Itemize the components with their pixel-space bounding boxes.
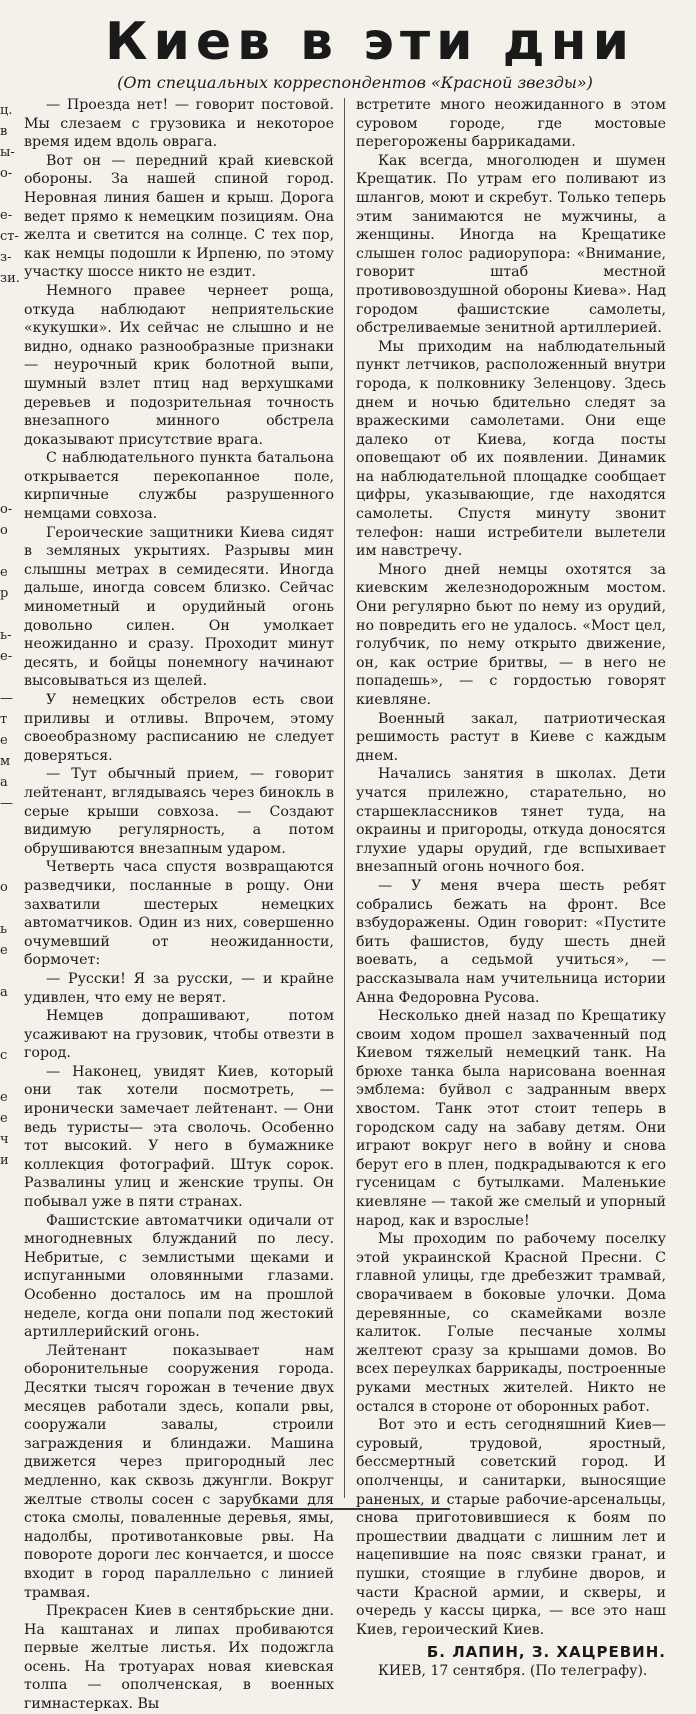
article-subtitle: (От специальных корреспондентов «Красной звезды»): [117, 73, 593, 92]
edge-fragment: [0, 1234, 14, 1255]
edge-fragment: р: [0, 586, 9, 601]
edge-fragment: [0, 331, 14, 352]
edge-fragment: ы-: [0, 145, 15, 160]
edge-fragment: [0, 541, 14, 562]
article-paragraph: Много дней немцы охотятся за киевским железнодорожным мостом. Они регулярно бьют по нему из орудий, но повредить его не удалось. «Мост цел, голубчик, по нему открыто движение, он, как острие бритвы, — в него не попадешь», — с гордостью говорят киевляне.: [356, 561, 666, 708]
edge-fragment: [0, 814, 14, 835]
edge-fragment: [0, 667, 14, 688]
edge-fragment: ст-: [0, 229, 19, 244]
article-paragraph: У немецких обстрелов есть свои приливы и отливы. Впрочем, этому своеобразному расписанию не следует доверяться.: [24, 692, 334, 764]
left-column: [24, 96, 334, 1713]
edge-fragment: [0, 856, 14, 877]
edge-fragment: [0, 1192, 14, 1213]
edge-fragment: е: [0, 1090, 8, 1105]
edge-fragment: е: [0, 733, 8, 748]
article-paragraph: — Наконец, увидят Киев, который они так хотели посмотреть, — иронически замечает лейтенант. — Они ведь туристы— эта сволочь. Особенно тот высокий. У него в бумажнике коллекция фотографий. Штук сорок. Развалины улиц и женские трупы. Он побывал уже в пяти странах.: [24, 1063, 334, 1211]
edge-fragment: [0, 835, 14, 856]
edge-fragment: ь-: [0, 628, 12, 643]
edge-fragment: з-: [0, 250, 12, 265]
article-paragraph: Четверть часа спустя возвращаются разведчики, посланные в рощу. Они захватили шестерых немецких автоматчиков. Один из них, совершенно очумевший от неожиданности, бормочет:: [24, 859, 334, 969]
edge-fragment: м: [0, 754, 11, 769]
article-paragraph: Как всегда, многолюден и шумен Крещатик. По утрам его поливают из шлангов, моют и скребут. Только теперь этим занимаются не мужчины, а женщины. Иногда на Крещатике слышен голос радиорупора: «Внимание, говорит штаб местной противовоздушной обороны Киева». Над городом фашистские самолеты, обстреливаемые зенитной артиллерией.: [356, 152, 666, 337]
article-paragraph: Военный закал, патриотическая решимость растут в Киеве с каждым днем.: [356, 710, 666, 764]
edge-fragment: [0, 604, 14, 625]
dateline: КИЕВ, 17 сентября. (По телеграфу).: [378, 1662, 648, 1679]
edge-fragment: [0, 436, 14, 457]
edge-fragment: [0, 1318, 14, 1339]
article-paragraph: — Проезда нет! — говорит постовой. Мы слезаем с грузовика и некоторое время идем вдоль оврага.: [24, 97, 334, 151]
article-paragraph: Немцев допрашивают, потом усаживают на грузовик, чтобы отвезти в город.: [24, 1008, 334, 1062]
edge-fragment: [0, 394, 14, 415]
edge-fragment: [0, 1003, 14, 1024]
article-paragraph: Начались занятия в школах. Дети учатся прилежно, старательно, но старшеклассников тянет туда, на окраины и пригороды, откуда доносятся глухие удары орудий, где вспыхивает внезапный огонь ночного боя.: [356, 766, 666, 876]
edge-fragment: [0, 352, 14, 373]
edge-fragment: [0, 961, 14, 982]
article-paragraph: Лейтенант показывает нам оборонительные сооружения города. Десятки тысяч горожан в течение двух месяцев работали здесь, копали рвы, сооружали завалы, строили заграждения и блиндажи. Машина движется через пригородный лес медленно, как сквозь джунгли. Вокруг желтые стволы сосен с зарубками для стока смолы, поваленные деревья, ямы, надолбы, противотанковые рвы. На повороте дороги лес кончается, и шоссе входит в город параллельно с линией трамвая.: [24, 1342, 334, 1601]
edge-fragment: [0, 457, 14, 478]
edge-fragment: ц.: [0, 103, 13, 118]
edge-fragment: о: [0, 523, 8, 538]
edge-fragment: [0, 415, 14, 436]
edge-fragment: [0, 898, 14, 919]
left-edge-fragments: [0, 100, 20, 1420]
right-column: [356, 96, 666, 1679]
edge-fragment: е-: [0, 649, 13, 664]
edge-fragment: [0, 1255, 14, 1276]
author-signature: Б. ЛАПИН, З. ХАЦРЕВИН.: [426, 1643, 666, 1662]
edge-fragment: [0, 1171, 14, 1192]
edge-fragment: с: [0, 1048, 8, 1063]
article-paragraph: Мы проходим по рабочему поселку этой украинской Красной Пресни. С главной улицы, где дребезжит трамвай, сворачиваем в боковые улочки. Дома деревянные, со скамейками возле калиток. Голые песчаные холмы желтеют сразу за крышами домов. Во всех переулках баррикады, построенные руками местных жителей. Никто не остался в стороне от оборонных работ.: [356, 1231, 666, 1415]
article-paragraph: Вот он — передний край киевской обороны. За нашей спиной город. Неровная линия башен и крыш. Дорога ведет прямо к немецким позициям. Она желта и светится на солнце. С тех пор, как немцы подошли к Ирпеню, по этому участку шоссе никто не ездит.: [24, 152, 334, 281]
edge-fragment: [0, 1066, 14, 1087]
edge-fragment: ч: [0, 1132, 9, 1147]
edge-fragment: е: [0, 943, 8, 958]
edge-fragment: т: [0, 712, 8, 727]
edge-fragment: е: [0, 1111, 8, 1126]
edge-fragment: о-: [0, 502, 13, 517]
edge-fragment: [0, 310, 14, 331]
article-paragraph: — У меня вчера шесть ребят собрались бежать на фронт. Все взбудоражены. Один говорит: «Пустите бить фашистов, буду шесть дней воевать, а седьмой учиться», — рассказывала нам учительница истории Анна Федоровна Русова.: [356, 877, 666, 1006]
edge-fragment: [0, 373, 14, 394]
article-paragraph: — Русски! Я за русски, — и крайне удивлен, что ему не верят.: [24, 970, 334, 1006]
edge-fragment: [0, 1213, 14, 1234]
edge-fragment: о: [0, 880, 8, 895]
article-paragraph: Вот это и есть сегодняшний Киев—суровый, трудовой, яростный, бессмертный советский город. И ополченцы, и санитарки, выносящие раненых, и старые рабочие-арсенальцы, снова приготовившиеся к боям по прошествии двадцати с лишним лет и нацепившие на пояс связки гранат, и пушки, стоящие в глубине дворов, и части Красной армии, и скверы, и очередь у кассы цирка, — все это наш Киев, героический Киев.: [356, 1417, 666, 1638]
article-paragraph: — Тут обычный прием, — говорит лейтенант, вглядываясь через бинокль в серые крыши совхоза. — Создают видимую регулярность, а потом обрушиваются внезапным ударом.: [24, 766, 334, 857]
article-paragraph: Фашистские автоматчики одичали от многодневных блужданий по лесу. Небритые, с землистыми щеками и испуганными оловянными глазами. Особенно досталось им на прошлой неделе, когда они попали под жестокий артиллерийский огонь.: [24, 1212, 334, 1341]
column-divider: [344, 98, 345, 1498]
edge-fragment: —: [0, 796, 13, 811]
article-headline: Киев в эти дни: [104, 12, 636, 72]
edge-fragment: —: [0, 691, 13, 706]
edge-fragment: е: [0, 565, 8, 580]
edge-fragment: [0, 1024, 14, 1045]
edge-fragment: е-: [0, 208, 13, 223]
edge-fragment: и: [0, 1153, 9, 1168]
edge-fragment: [0, 289, 14, 310]
article-paragraph: Героические защитники Киева сидят в земляных укрытиях. Разрывы мин слышны метрах в семидесяти. Иногда дальше, иногда совсем близко. Сейчас минометный и орудийный огонь довольно силен. Он умолкает неожиданно и сразу. Проходит минут десять, и бойцы понемногу начинают высовываться из щелей.: [24, 524, 334, 690]
edge-fragment: [0, 1339, 14, 1360]
article-paragraph: встретите много неожиданного в этом суровом городе, где мостовые перегорожены баррикадами.: [356, 97, 666, 151]
edge-fragment: а: [0, 985, 8, 1000]
article-paragraph: С наблюдательного пункта батальона открывается перекопанное поле, кирпичные службы разрушенного немцами совхоза.: [24, 450, 334, 523]
edge-fragment: ь: [0, 922, 8, 937]
article-paragraph: Немного правее чернеет роща, откуда наблюдают неприятельские «кукушки». Их сейчас не слышно и не видно, однако разнообразные признаки — неурочный крик болотной выпи, шумный взлет птиц над верхушками деревьев и подозрительная точность внезапного минного обстрела доказывают присутствие врага.: [24, 282, 334, 448]
bottom-rule: [250, 1508, 450, 1510]
edge-fragment: [0, 1276, 14, 1297]
edge-fragment: [0, 184, 14, 205]
edge-fragment: зи.: [0, 271, 20, 286]
edge-fragment: [0, 478, 14, 499]
article-paragraph: Прекрасен Киев в сентябрьские дни. На каштанах и липах пробиваются первые желтые листья. Их подожгла осень. На тротуарах новая киевская толпа — ополченская, в военных гимнастерках. Вы: [24, 1603, 334, 1713]
edge-fragment: в: [0, 124, 8, 139]
article-paragraph: Несколько дней назад по Крещатику своим ходом прошел захваченный под Киевом тяжелый немецкий танк. На брюхе танка была нарисована военная эмблема: буйвол с задранным вверх хвостом. Танк этот стоит теперь в городском саду на забаву детям. Они играют вокруг него в войну и снова берут его в плен, подкрадываются к его гусеницам с бутылками. Маленькие киевляне — такой же смелый и упорный народ, как и взрослые!: [356, 1008, 666, 1229]
edge-fragment: а: [0, 775, 8, 790]
edge-fragment: [0, 1297, 14, 1318]
article-paragraph: Мы приходим на наблюдательный пункт летчиков, расположенный внутри города, к полковнику Зеленцову. Здесь днем и ночью бдительно следят за вражескими самолетами. Они еще далеко от Киева, когда посты оповещают об их появлении. Динамик на наблюдательной площадке сообщает цифры, указывающие, где находятся самолеты. Спустя минуту звонит телефон: наши истребители вылетели им навстречу.: [356, 338, 666, 560]
edge-fragment: о-: [0, 166, 13, 181]
